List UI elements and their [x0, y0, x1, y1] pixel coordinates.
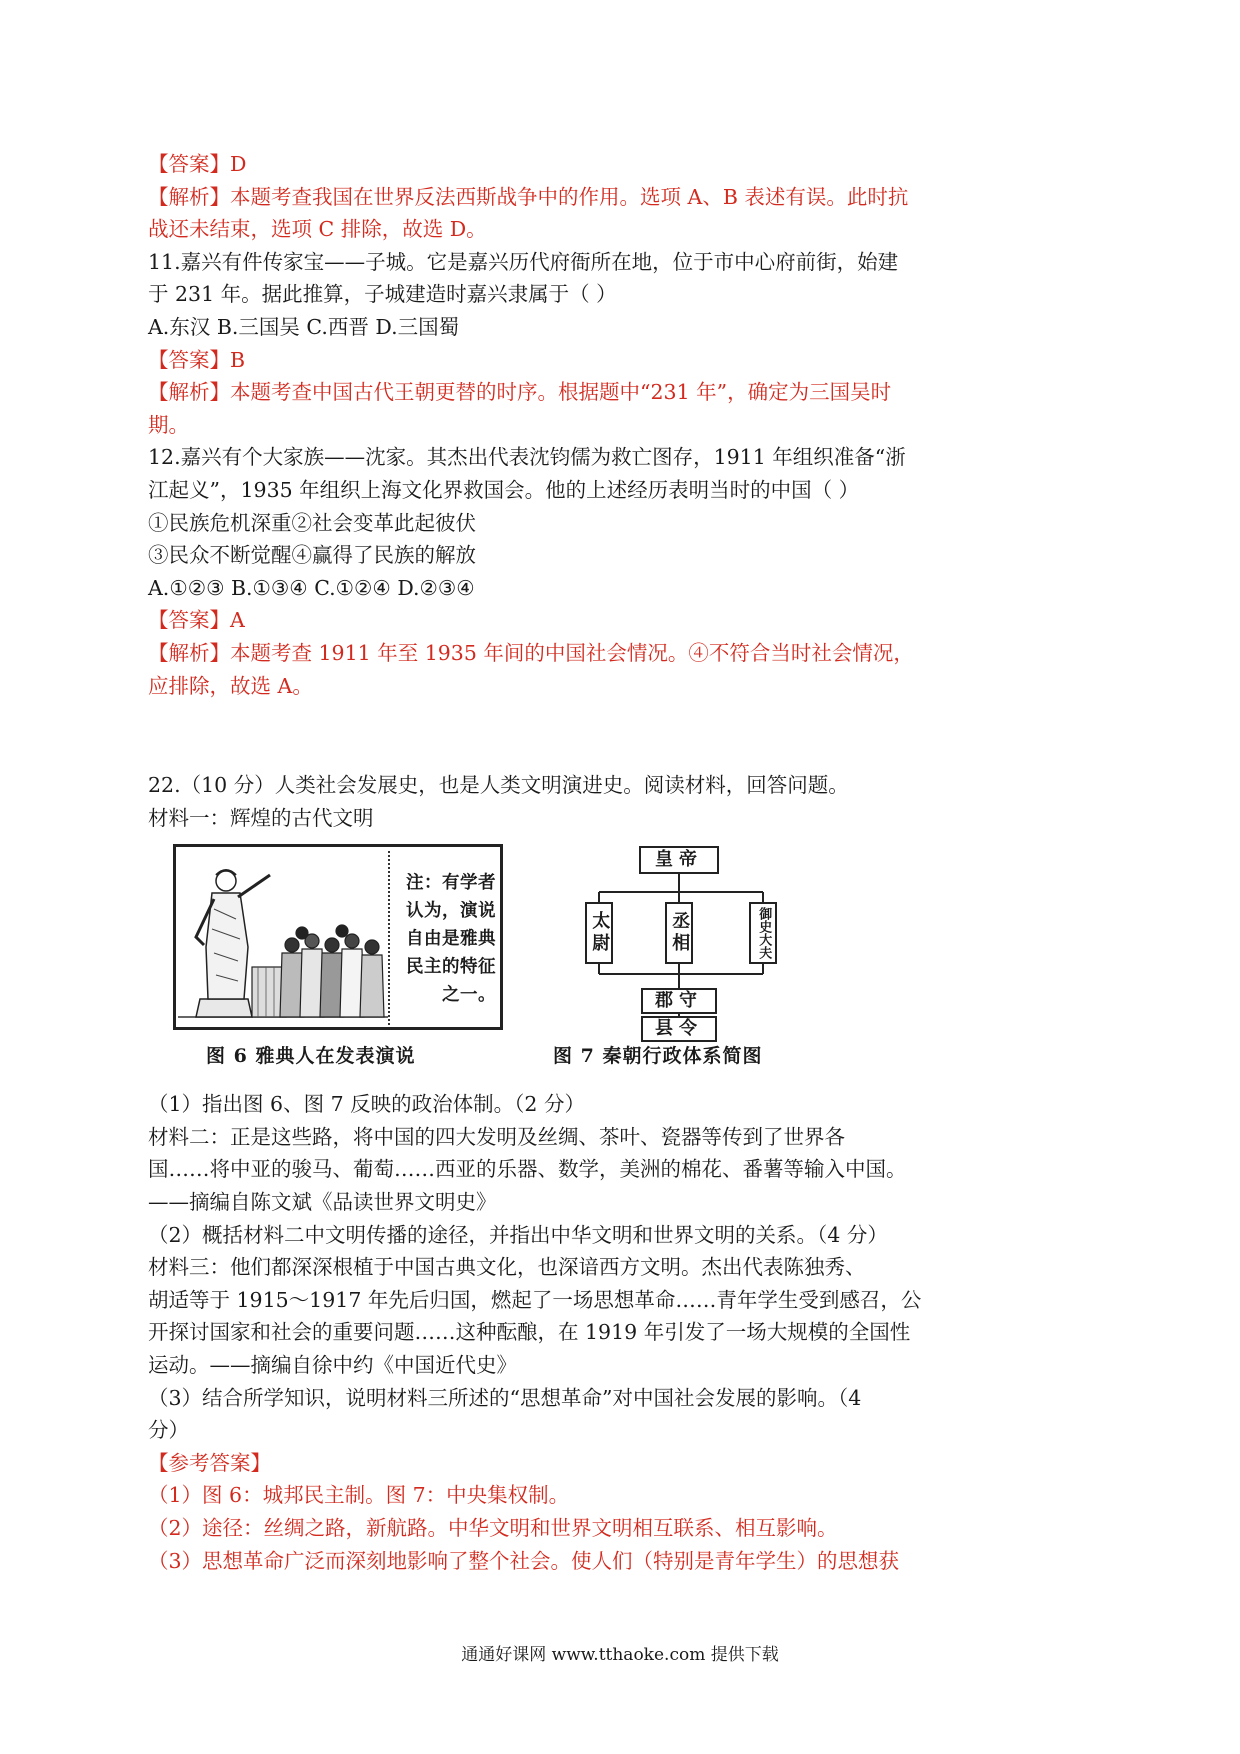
figure-7-diagram [563, 844, 803, 1039]
figure-6-note: 注：有学者认为，演说自由是雅典民主的特征之一。 [406, 873, 496, 1006]
text-line: 运动。——摘编自徐中约《中国近代史》 [148, 1353, 517, 1378]
text-line: 期。 [148, 412, 189, 437]
text-line: 应排除，故选 A。 [148, 673, 313, 698]
page-footer: 通通好课网 www.tthaoke.com 提供下载 [461, 1645, 779, 1665]
dotted-divider [388, 851, 390, 1025]
yushidafu-box: 御史大夫 [749, 902, 777, 964]
text-line: 战还未结束，选项 C 排除，故选 D。 [148, 217, 487, 242]
text-line: 材料二：正是这些路，将中国的四大发明及丝绸、茶叶、瓷器等传到了世界各 [148, 1124, 845, 1149]
emperor-box: 皇帝 [639, 846, 719, 874]
text-line: 【答案】A [148, 608, 245, 633]
figure-6-caption: 图 6 雅典人在发表演说 [206, 1045, 416, 1068]
text-line: 【答案】B [148, 347, 246, 372]
question-22-intro [148, 769, 968, 834]
text-line: 江起义”，1935 年组织上海文化界救国会。他的上述经历表明当时的中国（ ） [148, 477, 860, 502]
text-line: （1）图 6：城邦民主制。图 7：中央集权制。 [148, 1483, 570, 1508]
text-line: 国……将中亚的骏马、葡萄……西亚的乐器、数学，美洲的棉花、番薯等输入中国。 [148, 1157, 907, 1182]
chengxiang-box: 丞相 [665, 902, 693, 964]
athenian-speech-illustration [178, 849, 388, 1025]
text-line: 开探讨国家和社会的重要问题……这种酝酿，在 1919 年引发了一场大规模的全国性 [148, 1320, 911, 1345]
text-line: （2）概括材料二中文明传播的途径，并指出中华文明和世界文明的关系。（4 分） [148, 1222, 888, 1247]
junshou-box: 郡守 [641, 988, 717, 1014]
text-line: ①民族危机深重②社会变革此起彼伏 [148, 510, 476, 535]
document-body [148, 148, 968, 1577]
text-line: 材料一：辉煌的古代文明 [148, 805, 374, 830]
text-line: （1）指出图 6、图 7 反映的政治体制。（2 分） [148, 1092, 585, 1117]
section-gap [148, 702, 968, 769]
text-line: （3）结合所学知识，说明材料三所述的“思想革命”对中国社会发展的影响。（4 [148, 1385, 862, 1410]
figures-row [148, 844, 968, 1084]
text-line: 11.嘉兴有件传家宝——子城。它是嘉兴历代府衙所在地，位于市中心府前街，始建 [148, 249, 899, 274]
text-line: （2）途径：丝绸之路，新航路。中华文明和世界文明相互联系、相互影响。 [148, 1516, 838, 1540]
text-line: 【解析】本题考查中国古代王朝更替的时序。根据题中“231 年”，确定为三国吴时 [148, 380, 892, 405]
text-line: 分） [148, 1418, 189, 1443]
figure-7-caption: 图 7 秦朝行政体系简图 [553, 1045, 763, 1068]
text-line: 12.嘉兴有个大家族——沈家。其杰出代表沈钧儒为救亡图存，1911 年组织准备“浙 [148, 445, 906, 470]
xianling-box: 县令 [641, 1016, 717, 1042]
text-line: 【解析】本题考查 1911 年至 1935 年间的中国社会情况。④不符合当时社会情况， [148, 640, 914, 665]
answer-block-top [148, 148, 968, 702]
text-line: 【参考答案】 [148, 1450, 271, 1475]
text-line: 于 231 年。据此推算，子城建造时嘉兴隶属于（ ） [148, 282, 617, 307]
text-line: 22.（10 分）人类社会发展史，也是人类文明演进史。阅读材料，回答问题。 [148, 773, 849, 798]
text-line: 材料三：他们都深深根植于中国古典文化，也深谙西方文明。杰出代表陈独秀、 [148, 1255, 866, 1280]
figure-6 [173, 844, 503, 1030]
text-line: 胡适等于 1915～1917 年先后归国，燃起了一场思想革命……青年学生受到感召，公 [148, 1287, 922, 1312]
text-line: ③民众不断觉醒④赢得了民族的解放 [148, 543, 476, 568]
text-line: A.东汉 B.三国吴 C.西晋 D.三国蜀 [148, 314, 460, 339]
text-line: 【解析】本题考查我国在世界反法西斯战争中的作用。选项 A、B 表述有误。此时抗 [148, 184, 909, 209]
question-22-body [148, 1088, 968, 1577]
taiwei-box: 太尉 [585, 902, 613, 964]
text-line: ——摘编自陈文斌《品读世界文明史》 [148, 1190, 497, 1215]
text-line: 【答案】D [148, 152, 247, 176]
text-line: （3）思想革命广泛而深刻地影响了整个社会。使人们（特别是青年学生）的思想获 [148, 1548, 900, 1573]
text-line: A.①②③ B.①③④ C.①②④ D.②③④ [148, 575, 475, 600]
